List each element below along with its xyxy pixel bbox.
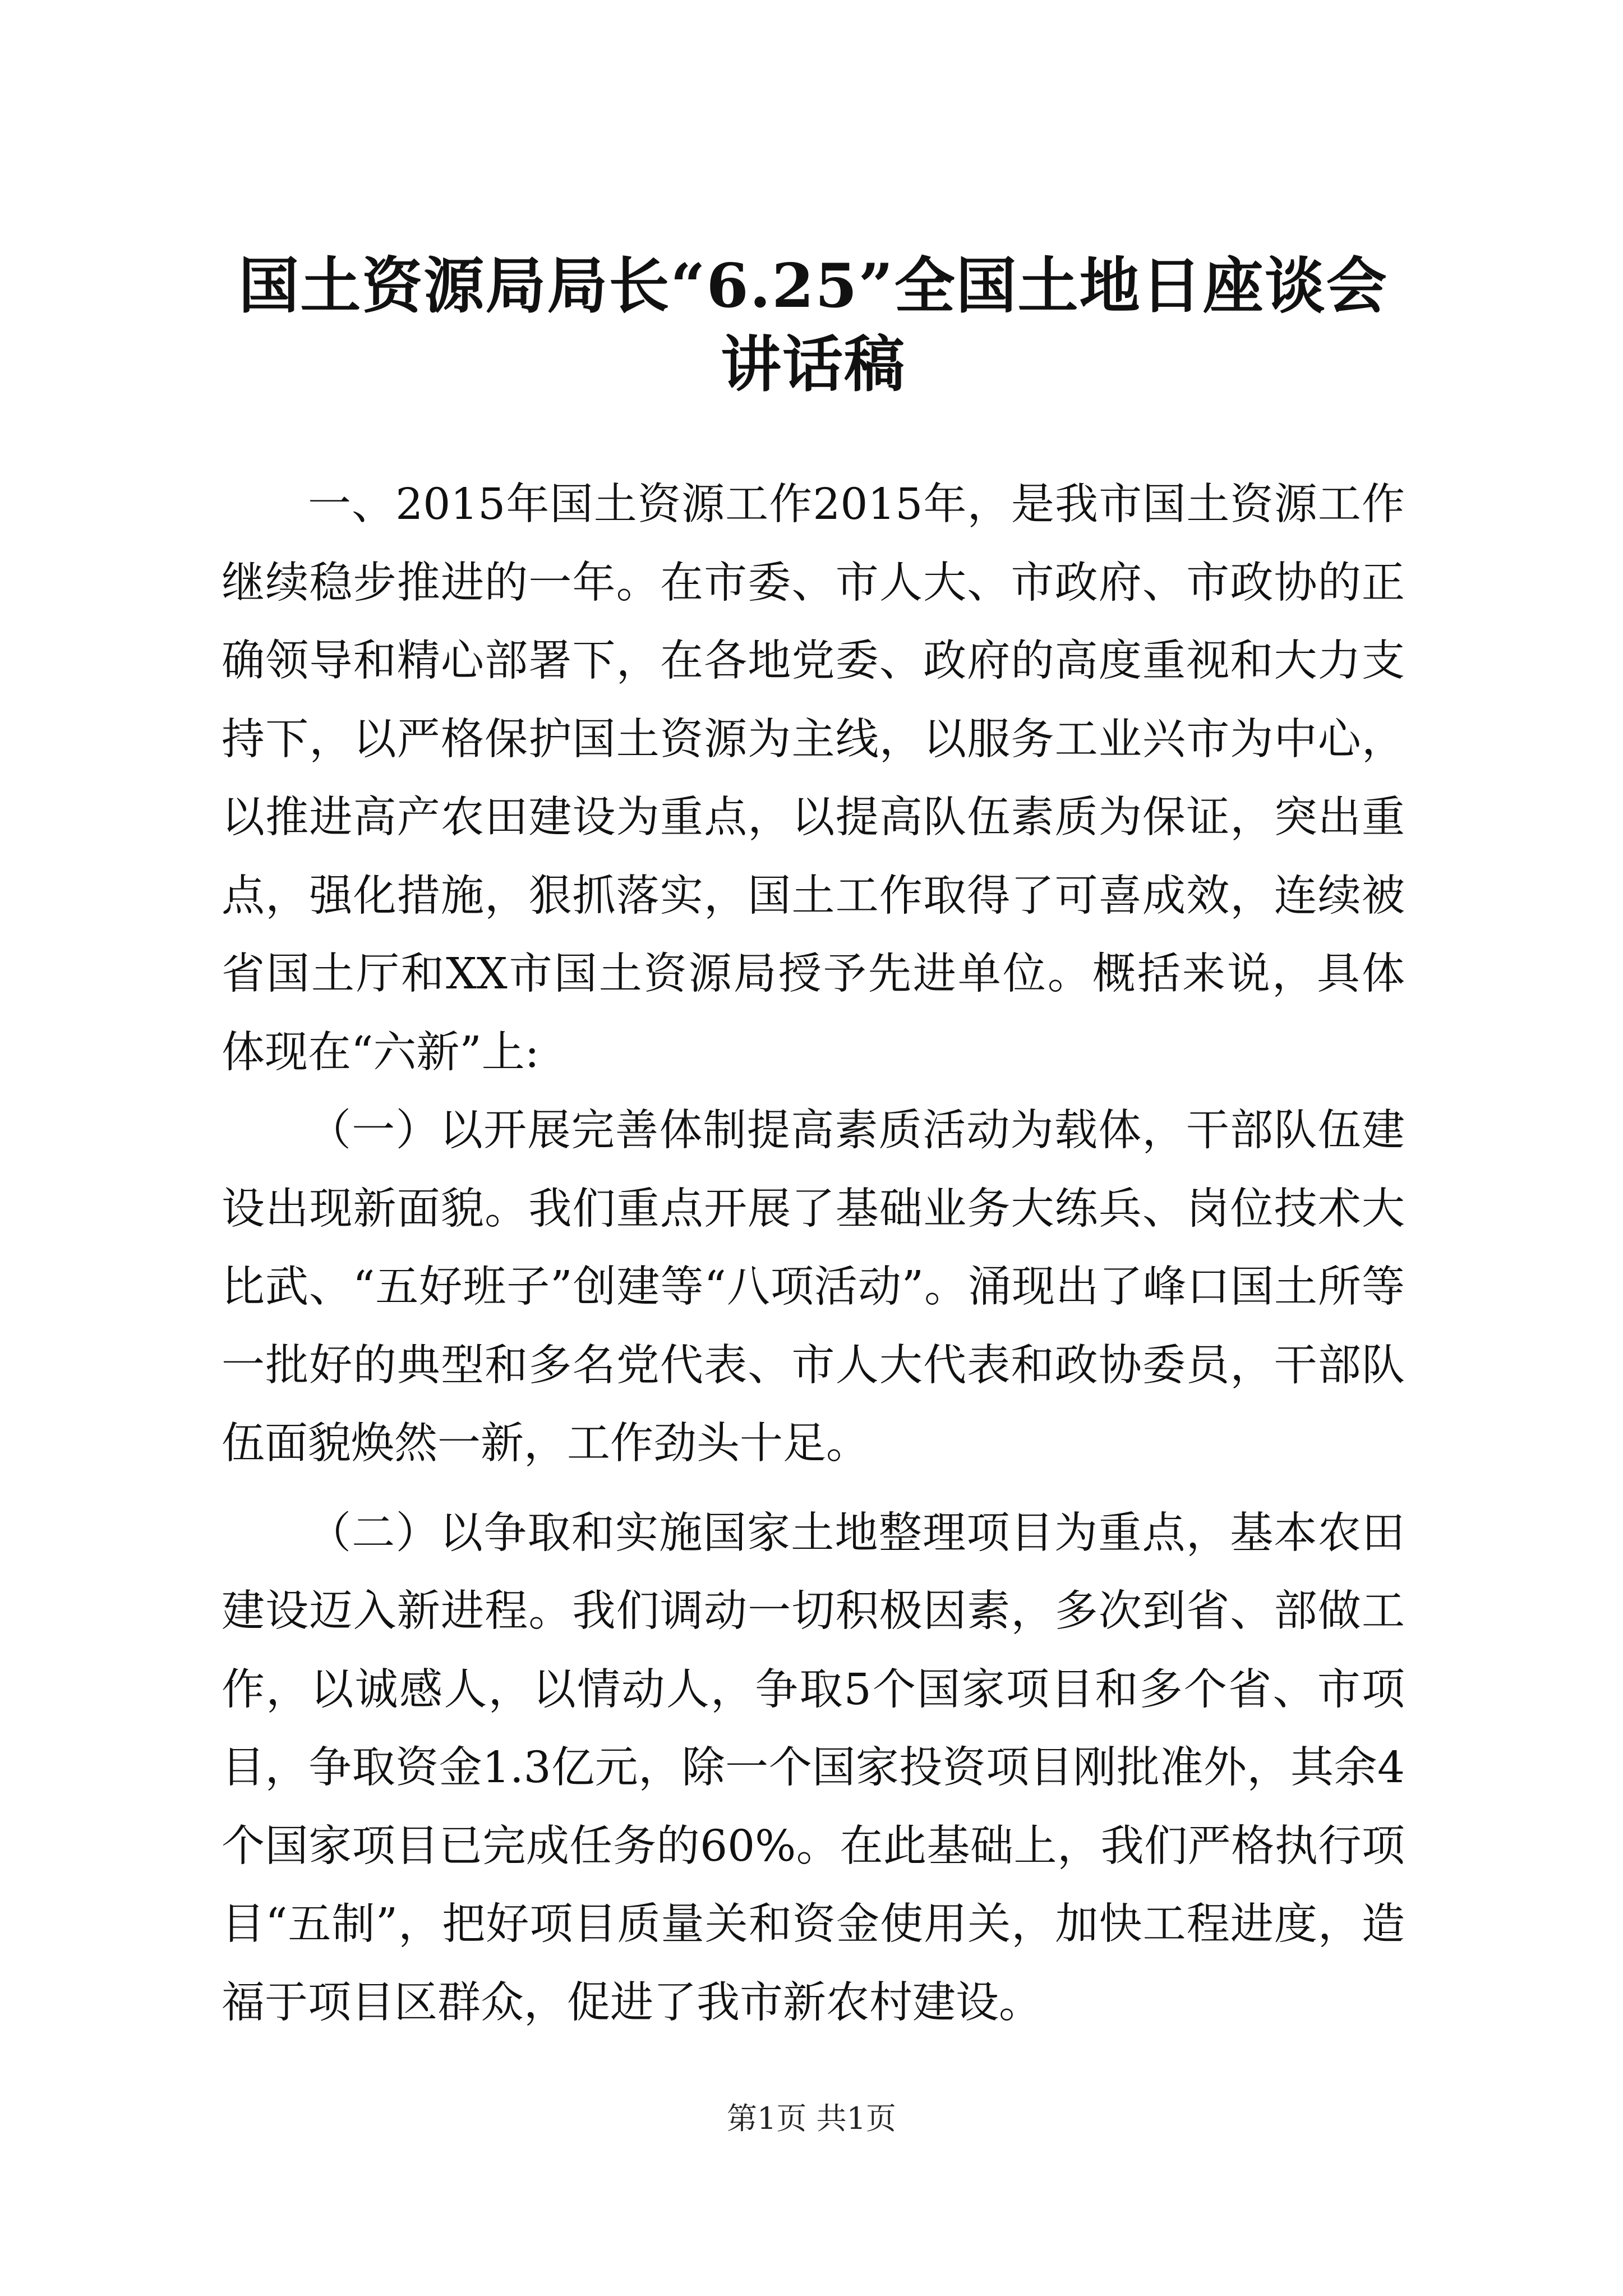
page-footer: 第1页 共1页 <box>727 2101 896 2136</box>
paragraph-overview: 一、2015年国土资源工作2015年，是我市国土资源工作继续稳步推进的一年。在市委、市人大、市政府、市政协的正确领导和精心部署下，在各地党委、政府的高度重视和大力支持下，以严格保护国土资源为主线，以服务工业兴市为中心，以推进高产农田建设为重点，以提高队伍素质为保证，突出重点，强化措施，狠抓落实，国土工作取得了可喜成效，连续被省国土厅和XX市国土资源局授予先进单位。概括来说，具体体现在“六新”上: <box>222 480 1405 1078</box>
paragraph-section-2: （二）以争取和实施国家土地整理项目为重点，基本农田建设迈入新进程。我们调动一切积极因素，多次到省、部做工作，以诚感人，以情动人，争取5个国家项目和多个省、市项目，争取资金1.3亿元，除一个国家投资项目刚批准外，其余4个国家项目已完成任务的60%。在此基础上，我们严格执行项目“五制”，把好项目质量关和资金使用关，加快工程进度，造福于项目区群众，促进了我市新农村建设。 <box>222 1508 1405 2028</box>
document-title: 国土资源局局长“6.25”全国土地日座谈会讲话稿 <box>238 251 1388 400</box>
document-body <box>222 466 1405 2042</box>
paragraph-section-1: （一）以开展完善体制提高素质活动为载体，干部队伍建设出现新面貌。我们重点开展了基础业务大练兵、岗位技术大比武、“五好班子”创建等“八项活动”。涌现出了峰口国土所等一批好的典型和多名党代表、市人大代表和政协委员，干部队伍面貌焕然一新，工作劲头十足。 <box>222 1106 1405 1469</box>
